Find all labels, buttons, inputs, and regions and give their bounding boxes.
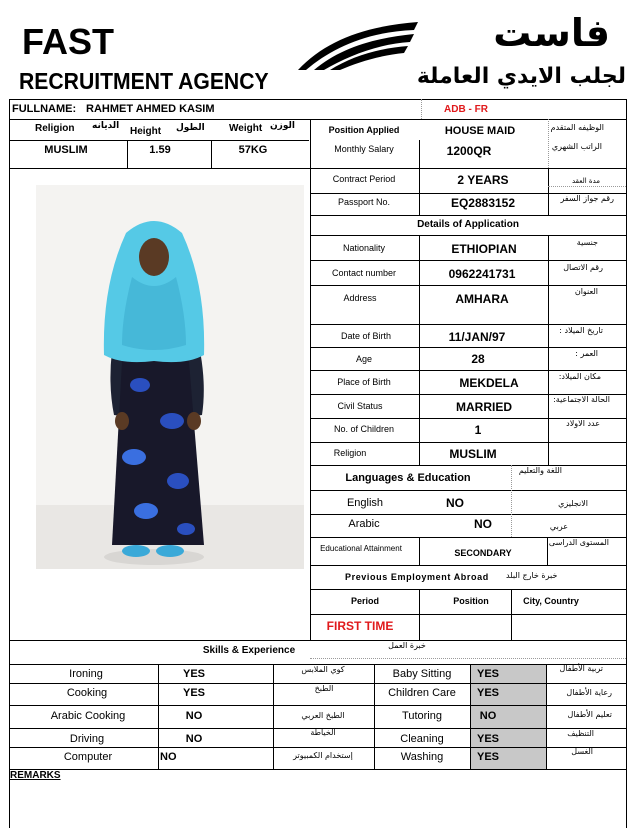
app-label-address: Address bbox=[343, 293, 377, 303]
religion-value: MUSLIM bbox=[44, 144, 88, 156]
lang-label-arabic: Arabic bbox=[348, 518, 380, 530]
job-label-position: Position Applied bbox=[328, 125, 400, 135]
job-ar-passport: رقم جواز السفر bbox=[560, 194, 614, 203]
skill-label-tutoring: Tutoring bbox=[402, 710, 442, 722]
app-ar-age: العمر : bbox=[575, 349, 598, 358]
skill-label-cleaning: Cleaning bbox=[400, 733, 444, 745]
skill-ar-cooking: الطبخ bbox=[314, 684, 334, 693]
app-value-age: 28 bbox=[471, 352, 485, 366]
religion-label: Religion bbox=[35, 123, 75, 134]
skill-value-computer: NO bbox=[160, 751, 177, 763]
lang-ar-education: المستوى الدراسى bbox=[548, 538, 609, 547]
app-value-contact: 0962241731 bbox=[448, 267, 516, 281]
job-ar-contract: مدة العقد bbox=[572, 177, 600, 185]
app-label-nationality: Nationality bbox=[342, 243, 386, 253]
skill-value-children-care: YES bbox=[476, 687, 500, 699]
brand-name-ar: فاست bbox=[493, 11, 610, 55]
job-label-contract: Contract Period bbox=[332, 174, 396, 184]
job-label-salary: Monthly Salary bbox=[334, 144, 394, 154]
languages-title-ar: اللغة والتعليم bbox=[518, 466, 562, 475]
skill-value-driving: NO bbox=[185, 733, 203, 745]
app-ar-nationality: جنسية bbox=[576, 238, 598, 247]
skill-label-driving: Driving bbox=[69, 733, 105, 745]
skill-value-cleaning: YES bbox=[476, 733, 500, 745]
job-value-passport: EQ2883152 bbox=[450, 196, 516, 210]
app-label-religion: Religion bbox=[333, 448, 367, 458]
app-ar-civil: الحالة الاجتماعية: bbox=[553, 395, 610, 404]
app-value-religion: MUSLIM bbox=[449, 447, 497, 461]
weight-label: Weight bbox=[229, 123, 263, 134]
skill-label-washing: Washing bbox=[400, 751, 444, 763]
skill-label-cooking: Cooking bbox=[66, 687, 108, 699]
tagline-en: RECRUITMENT AGENCY bbox=[19, 68, 269, 94]
languages-title: Languages & Education bbox=[345, 472, 471, 484]
height-label-ar: الطول bbox=[176, 123, 205, 133]
app-value-dob: 11/JAN/97 bbox=[448, 330, 506, 344]
skill-ar-driving: الخياطة bbox=[310, 728, 336, 737]
col-period: Period bbox=[350, 596, 380, 606]
skill-value-arabic-cooking: NO bbox=[185, 710, 203, 722]
app-ar-dob: تاريخ الميلاد : bbox=[559, 326, 603, 335]
skill-ar-baby-sitting: تربية الأطفال bbox=[559, 664, 603, 673]
job-value-salary: 1200QR bbox=[446, 144, 492, 158]
job-value-contract: 2 YEARS bbox=[457, 173, 509, 187]
skill-label-children-care: Children Care bbox=[388, 687, 456, 699]
app-ar-children: عدد الاولاد bbox=[566, 419, 600, 428]
skill-ar-ironing: كوي الملابس bbox=[301, 665, 345, 674]
app-value-nationality: ETHIOPIAN bbox=[451, 242, 517, 256]
skill-label-baby-sitting: Baby Sitting bbox=[392, 668, 452, 680]
religion-label-ar: الديانه bbox=[92, 121, 120, 131]
skill-label-computer: Computer bbox=[63, 751, 113, 763]
job-ar-salary: الراتب الشهري bbox=[551, 142, 602, 151]
first-time-label: FIRST TIME bbox=[326, 619, 394, 633]
skill-label-arabic-cooking: Arabic Cooking bbox=[50, 710, 126, 722]
skill-value-cooking: YES bbox=[182, 687, 206, 699]
skill-label-ironing: Ironing bbox=[69, 668, 103, 680]
skill-value-tutoring: NO bbox=[479, 710, 497, 722]
remarks-label: REMARKS bbox=[10, 770, 61, 781]
fullname-label: FULLNAME: bbox=[12, 103, 77, 115]
height-label: Height bbox=[130, 126, 162, 137]
lang-label-english: English bbox=[346, 497, 384, 509]
file-code: ADB - FR bbox=[444, 104, 488, 115]
app-label-children: No. of Children bbox=[333, 424, 395, 434]
job-label-passport: Passport No. bbox=[337, 197, 391, 207]
skill-ar-arabic-cooking: الطبخ العربي bbox=[301, 711, 345, 720]
weight-label-ar: الوزن bbox=[270, 121, 295, 131]
job-ar-position: الوظيفه المتقدم bbox=[550, 123, 604, 132]
app-label-civil: Civil Status bbox=[337, 401, 383, 411]
skills-title: Skills & Experience bbox=[202, 645, 296, 656]
app-ar-address: العنوان bbox=[574, 287, 598, 296]
app-ar-pob: مكان الميلاد: bbox=[558, 372, 601, 381]
lang-ar-english: الانجليزي bbox=[558, 499, 588, 508]
skills-title-ar: خبرة العمل bbox=[388, 641, 426, 650]
lang-ar-arabic: عربي bbox=[549, 522, 568, 531]
app-value-pob: MEKDELA bbox=[459, 376, 519, 390]
lang-value-education: SECONDARY bbox=[454, 548, 512, 558]
skill-value-washing: YES bbox=[476, 751, 500, 763]
app-label-contact: Contact number bbox=[331, 268, 397, 278]
skill-ar-computer: إستخدام الكمبيوتر bbox=[293, 751, 353, 760]
skill-ar-tutoring: تعليم الأطفال bbox=[567, 710, 612, 719]
candidate-photo bbox=[36, 185, 304, 569]
app-label-pob: Place of Birth bbox=[337, 377, 391, 387]
fullname-value: RAHMET AHMED KASIM bbox=[86, 103, 215, 115]
col-city-country: City, Country bbox=[523, 596, 579, 606]
app-ar-contact: رقم الاتصال bbox=[563, 263, 603, 272]
app-label-age: Age bbox=[355, 354, 373, 364]
lang-label-education: Educational Attainment bbox=[320, 544, 402, 553]
app-value-address: AMHARA bbox=[455, 292, 509, 306]
lang-value-english: NO bbox=[446, 496, 464, 510]
app-value-children: 1 bbox=[474, 423, 482, 437]
skill-ar-children-care: رعاية الأطفال bbox=[566, 688, 612, 697]
application-title: Details of Application bbox=[417, 219, 519, 230]
experience-title-ar: خبرة خارج البلد bbox=[506, 571, 558, 580]
lang-value-arabic: NO bbox=[474, 517, 492, 531]
col-position: Position bbox=[453, 596, 489, 606]
skill-ar-washing: الغسل bbox=[571, 747, 593, 756]
skill-value-ironing: YES bbox=[182, 668, 206, 680]
skill-ar-cleaning: التنظيف bbox=[567, 729, 594, 738]
app-value-civil: MARRIED bbox=[456, 400, 512, 414]
tagline-ar: لجلب الايدي العاملة bbox=[416, 64, 626, 89]
height-value: 1.59 bbox=[149, 144, 171, 156]
weight-value: 57KG bbox=[238, 144, 268, 156]
experience-title: Previous Employment Abroad bbox=[345, 572, 489, 582]
skill-value-baby-sitting: YES bbox=[476, 668, 500, 680]
logo-swoosh bbox=[296, 18, 420, 72]
brand-name-en: FAST bbox=[22, 21, 115, 62]
job-value-position: HOUSE MAID bbox=[444, 125, 516, 137]
app-label-dob: Date of Birth bbox=[340, 331, 392, 341]
